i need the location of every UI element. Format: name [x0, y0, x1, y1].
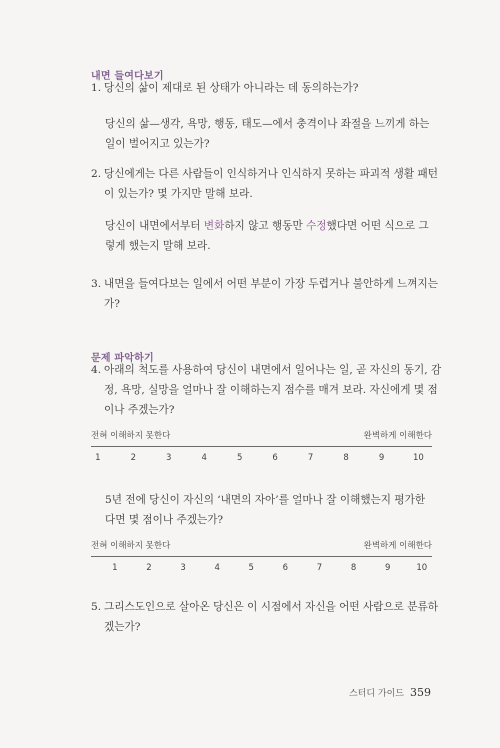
question-number: 5. — [91, 601, 102, 613]
question-text: 그리스도인으로 살아온 당신은 이 시점에서 자신을 어떤 사람으로 분류하겠는가? — [104, 601, 438, 633]
footer-label: 스터디 가이드 — [348, 689, 404, 699]
question-number: 1. — [91, 82, 102, 94]
highlight-modify: 수정 — [306, 220, 327, 232]
scale-rule — [91, 556, 432, 557]
question-1 — [91, 78, 444, 98]
scale-point: 3 — [180, 563, 186, 573]
text-run: 했다면 어떤 식으로 그렇게 했는지 말해 보라. — [105, 220, 429, 252]
scale-high-label: 완벽하게 이해한다 — [363, 541, 432, 551]
scale-low-label: 전혀 이해하지 못한다 — [91, 431, 171, 441]
page-number: 359 — [410, 686, 431, 699]
scale-point: 8 — [343, 453, 349, 463]
page-footer — [349, 686, 431, 699]
question-4 — [91, 360, 444, 420]
scale-point: 4 — [201, 453, 207, 463]
scale-high-label: 완벽하게 이해한다 — [363, 431, 432, 441]
scale-point: 6 — [282, 563, 289, 573]
question-text: 내면을 들여다보는 일에서 어떤 부분이 가장 두렵거나 불안하게 느껴지는가? — [104, 278, 438, 310]
scale-point: 5 — [248, 563, 254, 573]
scale-point: 1 — [95, 453, 101, 463]
scale-points — [91, 453, 432, 465]
rating-scale-past — [91, 540, 432, 575]
scale-point: 5 — [236, 453, 243, 463]
text-run: 하지 않고 행동만 — [224, 220, 307, 232]
scale-point: 7 — [316, 563, 323, 573]
question-4-sub: 5년 전에 당신이 자신의 ‘내면의 자아’를 얼마나 잘 이해했는지 평가한다면 몇 점이나 주겠는가? — [105, 494, 426, 526]
question-1-sub: 당신의 삶—생각, 욕망, 행동, 태도—에서 충격이나 좌절을 느끼게 하는 일이 벌어지고 있는가? — [105, 118, 430, 150]
scale-point: 9 — [384, 563, 391, 573]
scale-point: 10 — [412, 453, 424, 463]
scale-rule — [91, 446, 432, 447]
scale-point: 1 — [112, 563, 118, 573]
question-number: 4. — [91, 364, 102, 376]
rating-scale-current — [91, 430, 432, 465]
scale-points — [91, 563, 432, 575]
question-3 — [91, 274, 444, 314]
scale-point: 6 — [272, 453, 278, 463]
question-text: 아래의 척도를 사용하여 당신이 내면에서 일어나는 일, 곧 자신의 동기, 감정, 욕망, 실망을 얼마나 잘 이해하는지 점수를 매겨 보라. 자신에게 몇 점이나 주겠는가? — [104, 364, 442, 416]
scale-point: 8 — [350, 563, 357, 573]
scale-point: 2 — [130, 453, 136, 463]
scale-point: 3 — [166, 453, 172, 463]
scale-point: 2 — [146, 563, 152, 573]
scale-point: 4 — [214, 563, 220, 573]
question-5 — [91, 597, 444, 637]
scale-low-label: 전혀 이해하지 못한다 — [91, 541, 171, 551]
question-text: 당신의 삶이 제대로 된 상태가 아니라는 데 동의하는가? — [104, 82, 359, 94]
scale-point: 10 — [416, 563, 428, 573]
question-2 — [91, 164, 444, 204]
scale-point: 9 — [378, 453, 385, 463]
text-run: 당신이 내면에서부터 — [105, 220, 204, 232]
question-2-sub — [105, 216, 432, 256]
section-heading-inner-look: 내면 들여다보기 — [91, 71, 164, 82]
question-text: 당신에게는 다른 사람들이 인식하거나 인식하지 못하는 파괴적 생활 패턴이 있는가? 몇 가지만 말해 보라. — [104, 168, 438, 200]
question-number: 2. — [91, 168, 102, 180]
highlight-change: 변화 — [203, 220, 225, 232]
section-heading-identify-problem: 문제 파악하기 — [91, 353, 154, 364]
scale-point: 7 — [307, 453, 314, 463]
question-number: 3. — [91, 278, 102, 290]
